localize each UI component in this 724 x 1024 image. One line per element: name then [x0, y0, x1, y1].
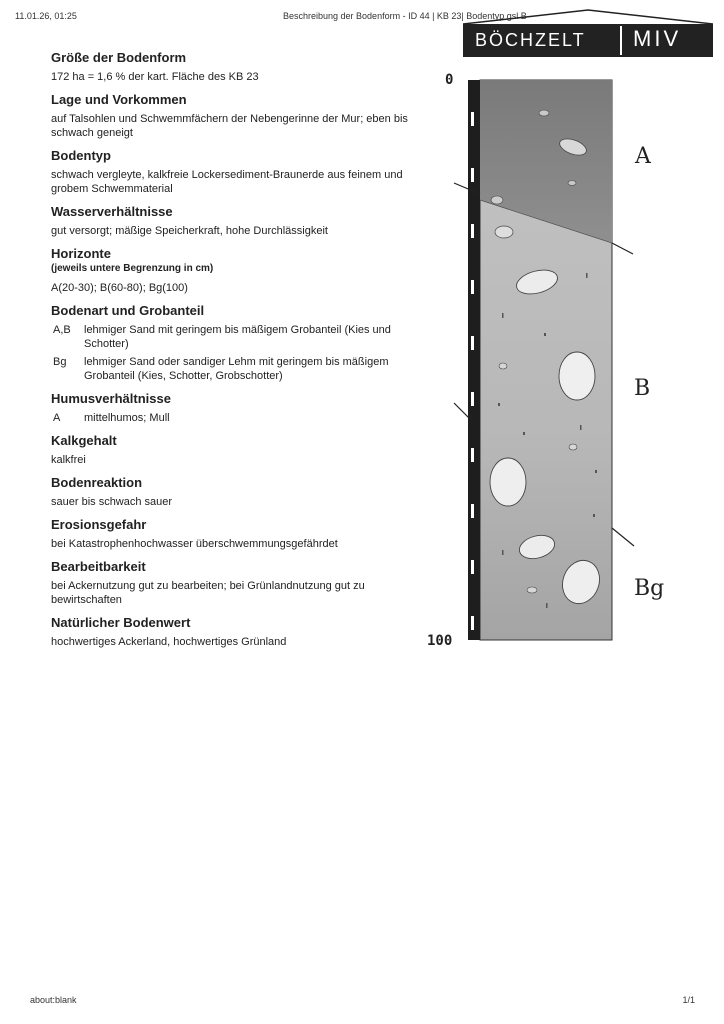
section-text: 172 ha = 1,6 % der kart. Fläche des KB 23 [51, 71, 259, 83]
description-content [51, 50, 411, 657]
logo-text-right: MIV [633, 26, 682, 51]
section-text: auf Talsohlen und Schwemmfächern der Nebengerinne der Mur; eben bis schwach geneigt [51, 113, 408, 139]
section-reaktion [51, 475, 411, 509]
row-value: lehmiger Sand mit geringem bis mäßigem Grobanteil (Kies und Schotter) [84, 324, 391, 350]
section-title: Wasserverhältnisse [51, 204, 173, 219]
section-bodenwert [51, 615, 411, 649]
section-title: Bodentyp [51, 148, 111, 163]
section-groesse [51, 50, 411, 84]
section-title: Bodenart und Grobanteil [51, 303, 205, 318]
section-bodenart [51, 303, 411, 383]
print-page-title: Beschreibung der Bodenform - ID 44 | KB 23| Bodentyp gsl B [283, 11, 527, 21]
print-footer-url: about:blank [30, 995, 77, 1005]
section-title: Kalkgehalt [51, 433, 117, 448]
print-datetime: 11.01.26, 01:25 [15, 11, 77, 21]
soil-profile-illustration [420, 70, 680, 660]
depth-ruler [468, 80, 480, 640]
depth-label-bottom: 100 [427, 633, 453, 649]
logo-text-left: BÖCHZELT [475, 30, 586, 50]
section-erosion [51, 517, 411, 551]
row-key: A,B [53, 324, 71, 336]
depth-label-top: 0 [445, 72, 454, 88]
section-title: Natürlicher Bodenwert [51, 615, 191, 630]
section-text: bei Ackernutzung gut zu bearbeiten; bei Grünlandnutzung gut zu bewirtschaften [51, 580, 365, 606]
horizon-label-bg: Bg [634, 576, 665, 601]
section-horizonte [51, 246, 411, 295]
row-value: mittelhumos; Mull [84, 412, 170, 424]
section-title: Horizonte [51, 246, 111, 261]
section-title: Lage und Vorkommen [51, 92, 187, 107]
section-kalk [51, 433, 411, 467]
section-title: Bearbeitbarkeit [51, 559, 146, 574]
company-logo [463, 7, 713, 59]
section-title: Bodenreaktion [51, 475, 143, 490]
section-text: sauer bis schwach sauer [51, 496, 173, 508]
section-title: Größe der Bodenform [51, 50, 187, 65]
print-footer-page: 1/1 [682, 995, 695, 1005]
section-title: Humusverhältnisse [51, 391, 171, 406]
section-lage [51, 92, 411, 140]
bodenart-row [51, 323, 411, 351]
section-bearbeitbarkeit [51, 559, 411, 607]
section-humus [51, 391, 411, 425]
humus-row [51, 411, 411, 425]
section-bodentyp [51, 148, 411, 196]
row-value: lehmiger Sand oder sandiger Lehm mit geringem bis mäßigem Grobanteil (Kies, Schotter, Grobschotter) [84, 356, 389, 382]
section-text: gut versorgt; mäßige Speicherkraft, hohe Durchlässigkeit [51, 225, 328, 237]
section-title: Erosionsgefahr [51, 517, 147, 532]
section-text: A(20-30); B(60-80); Bg(100) [51, 282, 188, 294]
bodenart-row [51, 355, 411, 383]
section-text: schwach vergleyte, kalkfreie Lockersediment-Braunerde aus feinem und grobem Schwemmaterial [51, 169, 403, 195]
logo-separator [620, 26, 622, 55]
horizon-label-b: B [634, 376, 651, 401]
section-wasser [51, 204, 411, 238]
section-text: kalkfrei [51, 454, 86, 466]
horizon-label-a: A [635, 144, 651, 169]
section-subtitle: (jeweils untere Begrenzung in cm) [51, 263, 214, 274]
row-key: Bg [53, 356, 67, 368]
section-text: bei Katastrophenhochwasser überschwemmungsgefährdet [51, 538, 338, 550]
row-key: A [53, 412, 61, 424]
section-text: hochwertiges Ackerland, hochwertiges Grünland [51, 636, 287, 648]
